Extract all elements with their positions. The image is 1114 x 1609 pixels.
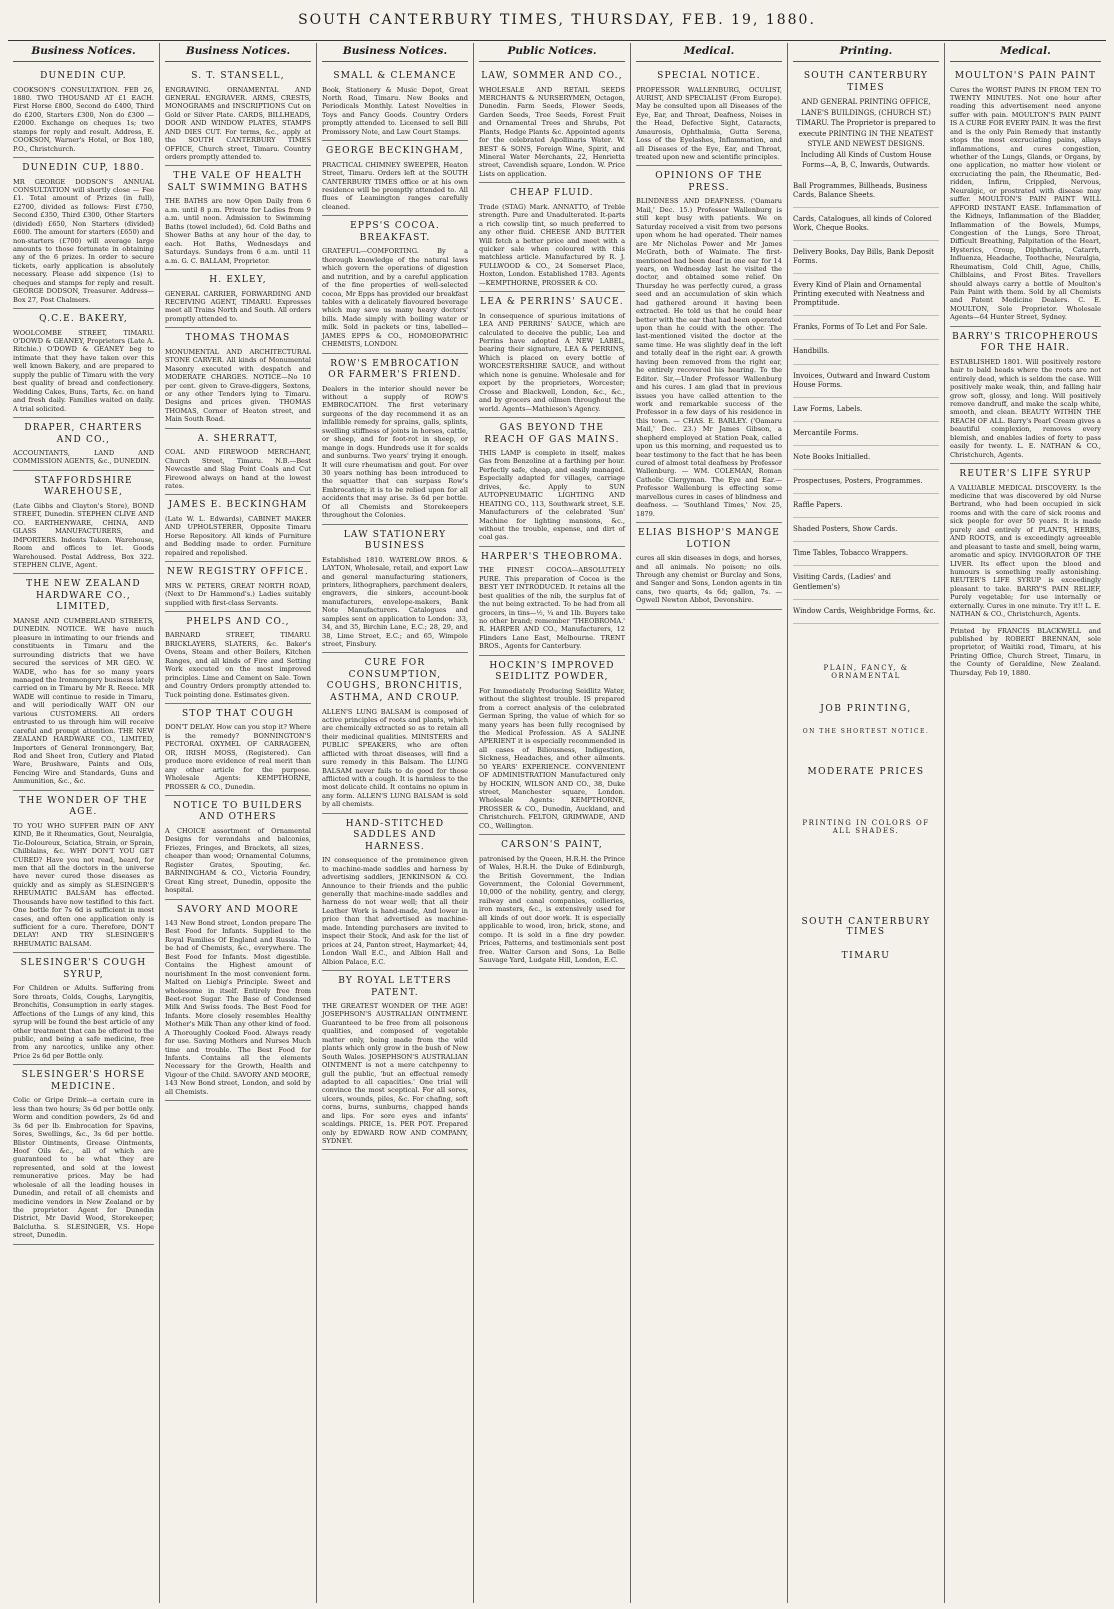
ad-title: CURE FOR CONSUMPTION, COUGHS, BRONCHITIS, ASTHMA, AND CROUP. [326, 658, 464, 703]
ad-title: SPECIAL NOTICE. [657, 71, 761, 81]
printing-item: Prospectuses, Posters, Programmes. [793, 470, 939, 494]
ad-body: In consequence of spurious imitations of LEA AND PERRINS' SAUCE, which are calculated to deceive the public, Lea and Perrins have adopted A NEW LABEL, bearing their signature, LEA & PERRINS, Which is placed on every bottle of WORCESTERSHIRE SAUCE, and without which none is genuine. Wholesale and for export by the proprietors, Worcester; Crosse and Blackwell, London, &c., &c., and by grocers and oilmen throughout the world. Agents—Mathieson's Agency. [479, 311, 625, 413]
ad-title: LAW, SOMMER AND CO., [481, 71, 623, 81]
ad-title: LEA & PERRINS' SAUCE. [480, 297, 624, 308]
ad-body: For Children or Adults. Suffering from Sore throats, Colds, Coughs, Laryngitis, Bronchitis, Consumption in early stages. Affections of the Lungs of any kind, this syrup will be found the best article of any other treatment that can be offered to the public, and being a safe medicine, free from any narcotics, unlike any other. Price 2s 6d per Bottle only. [13, 984, 154, 1060]
ad-body: BLINDNESS AND DEAFNESS. ('Oamaru Mail,' Dec. 15.) Professor Wallenburg is still kept busy with patients. We on Saturday received a visit from two persons upon whom he had operated. Their names are Mr Nicholas Power and Mr James McGrath, both of Waimate. The first-mentioned had been deaf in one ear for 14 years, on Wednesday last he visited the doctor, and obtained some relief. On Thursday he was perfectly cured, a grass seed and an accumulation of skin which had gathered around it having been extracted. He told us that he could hear better with the ear that had been operated upon than he could with the other. The last-mentioned visited the doctor at the same time. He was slightly deaf in the left and totally deaf in the right ear. A growth having been removed from the right ear, he entirely recovered his hearing. To the Editor. Sir,—Under Professor Wallenburg and his cures. I am glad that in previous issues you have called attention to the work and remarkable success of the Professor in a few days of his residence in this town. — CHAS. E. BARLEY. ('Oamaru Mail,' Dec. 23.) Mr James Gibson, a shepherd employed at Station Peak, called upon us this morning, and requested us to bear testimony to the fact that he has been cured of almost total deafness by Professor Wallenburg. — WM. COLEMAN, Roman Catholic Clergyman. The Eye and Ear.—Professor Wallenburg is effecting some marvellous cures in cases of blindness and deafness. — 'Southland Times,' Nov. 25, 1879. [636, 197, 782, 518]
ad-title: DUNEDIN CUP, 1880. [22, 163, 145, 174]
column-header: Business Notices. [165, 43, 311, 62]
printing-item: Invoices, Outward and Inward Custom House Forms. [793, 365, 939, 398]
ad-title: NEW REGISTRY OFFICE. [167, 567, 309, 578]
ad-title: BY ROYAL LETTERS PATENT. [338, 975, 452, 998]
ad-title: SOUTH CANTERBURY TIMES [803, 71, 929, 93]
ad-body: 143 New Bond street, London prepare The Best Food for Infants. Supplied to the Royal Families Of England and Russia. To be had of Chemists, &c., everywhere. The Best Food for Infants. Most digestible. Contains the Highest amount of nourishment In the most convenient form. Malted on Liebig's Principle. Sweet and wholesome in itself. Entirely free from Beet-root Sugar. The Base of Condensed Milk And Swiss foods. The Best Food for Infants. More closely resembles Healthy Mother's Milk Than any other kind of food. A Thoroughly Cooked Food. Always ready for use. Saving Mothers and Nurses Much time and trouble. The Best Food for Infants. Contains all the elements Necessary for the Growth, Health and Vigour of the Child. SAVORY AND MOORE, 143 New Bond street, London, and sold by all Chemists. [165, 919, 311, 1096]
ad [13, 574, 154, 790]
ad [950, 327, 1101, 464]
ad-title: MOULTON'S PAIN PAINT [954, 71, 1097, 81]
ad [322, 971, 468, 1150]
printing-footer-line: MODERATE PRICES [807, 766, 925, 777]
ad [636, 523, 782, 610]
ad [165, 66, 311, 166]
ad-body: DON'T DELAY. How can you stop it? Where is the remedy? BONNINGTON'S PECTORAL OXYMEL OF CARRAGEEN, OR, IRISH MOSS, (Registered). Can produce more evidence of real merit than any other article for the purpose. Wholesale Agents: KEMPTHORNE, PROSSER & CO., Dunedin. [165, 723, 311, 791]
imprint [950, 624, 1101, 682]
column-header: Medical. [950, 43, 1101, 62]
ad-title: THOMAS THOMAS [185, 333, 291, 344]
ad-title: GEORGE BECKINGHAM, [326, 146, 464, 157]
ad [479, 66, 625, 183]
ad-title: PHELPS AND CO., [186, 616, 290, 627]
column-header: Business Notices. [322, 43, 468, 62]
ad-title: LAW STATIONERY BUSINESS [343, 529, 447, 552]
column-medical-1 [631, 43, 788, 1603]
ad [13, 471, 154, 575]
column-header: Business Notices. [13, 43, 154, 62]
ad-body: MONUMENTAL AND ARCHITECTURAL STONE CARVER. All kinds of Monumental Masonry executed with despatch and MODERATE CHARGES. NOTICE—No 10 per cent. given to Grave-diggers, Sextons, or any other Tenders lying to Timaru. Designs and prices given. THOMAS THOMAS, Corner of Heaton street, and Main South Road. [165, 347, 311, 424]
ad [322, 354, 468, 525]
printing-footer-line: TIMARU [841, 950, 891, 961]
ad [479, 292, 625, 418]
ad-body: GENERAL CARRIER, FORWARDING AND RECEIVING AGENT, TIMARU. Expresses meet all Trains North and South. All orders promptly attended to. [165, 289, 311, 323]
ad-body: COAL AND FIREWOOD MERCHANT, Church Street, Timaru. N.B.—Best Newcastle and Slag Point Coals and Cut Firewood always on hand at the lowest rates. [165, 448, 311, 490]
ad-body: (Late Gibbs and Clayton's Store), BOND STREET, Dunedin. STEPHEN CLIVE AND CO. EARTHENWARE, CHINA, AND GLASS MANUFACTURERS, and IMPORTERS. Indents Taken. Warehouse, Room and offices to let. Goods Warehoused. Postal Address, Box 322. STEPHEN CLIVE, Agent. [13, 501, 154, 569]
ad-body: THE BATHS are now Open Daily from 6 a.m. until 8 p.m. Private for Ladies from 9 a.m. until noon. Admission to Swimming Baths (towel included), 6d. Cold Baths and Shower Baths at any hour of the day, to each. Hot Baths, Wednesdays and Saturdays. Sundays from 6 a.m. until 11 a.m. G. C. BALLAM, Proprietor. [165, 197, 311, 265]
ad [13, 309, 154, 418]
ad-title: A. SHERRATT, [197, 433, 279, 444]
ad [165, 270, 311, 328]
printing-item: Handbills. [793, 340, 939, 364]
printing-items-list [793, 175, 939, 624]
ad-title: STAFFORDSHIRE WAREHOUSE, [34, 475, 133, 498]
column-header: Medical. [636, 43, 782, 62]
ad-title: S. T. STANSELL, [191, 71, 285, 81]
ad-body: WOOLCOMBE STREET, TIMARU. O'DOWD & GEANEY, Proprietors (Late A. Ritchie.) O'DOWD & GEANEY beg to intimate that they have taken over this well known Bakery, and are prepared to supply the public of Timaru with the very best quality of bread and confectionery. Wedding Cakes, Buns, Tarts, &c. on hand and fresh daily. Families waited on daily. A trial solicited. [13, 328, 154, 413]
ad-title: NOTICE TO BUILDERS AND OTHERS [173, 800, 303, 823]
ad-title: BARRY'S TRICOPHEROUS FOR THE HAIR. [952, 331, 1099, 354]
ad-body: PRACTICAL CHIMNEY SWEEPER, Heaton Street, Timaru. Orders left at the SOUTH CANTERBURY TIMES office or at his own residence will be promptly attended to. All flues of Leamington ranges carefully cleaned. [322, 160, 468, 211]
column-header: Public Notices. [479, 43, 625, 62]
ad-title: HARPER'S THEOBROMA. [481, 551, 623, 562]
ad [479, 547, 625, 656]
ad-body: MR GEORGE DODSON'S ANNUAL CONSULTATION will shortly close — Fee £1. Total amount of Prizes (in full), £2700, divided as follows: First £750, Second £350, Third £300, Other Starters (divided) £650, Non Starters (divided) £600. The amount for starters (£650) and non-starters (£700) will average large amounts to those fortunate in obtaining any of the 6 prizes. In order to secure tickets, early application is absolutely necessary. Please add sixpence (1s) to cheques and stamps for reply and result. GEORGE DODSON, Treasurer. Address—Box 27, Post Chalmers. [13, 177, 154, 304]
ad [322, 66, 468, 141]
ad-title: ROW'S EMBROCATION OR FARMER'S FRIEND. [328, 358, 462, 381]
ad-body: A VALUABLE MEDICAL DISCOVERY. Is the medicine that was discovered by old Nurse Bertrand, who had been occupied in sick rooms and with the care of sick rooms and sick people for over 50 years. It is made purely and entirely of PLANTS, HERBS, AND ROOTS, and is exceedingly agreeable and pleasant to taste and smell, being warm, aromatic and spicy. INVIGORATOR OF THE LIVER. Its effect upon the blood and humours is something really astonishing. REUTER'S LIFE SYRUP is exceedingly pleasant to take. BARRY'S PAIN RELIEF, Purely vegetable; for use internally or externally. Cures in one minute. Try it!! L. E. NATHAN & CO., Christchurch, Agents. [950, 483, 1101, 619]
ad-body: Book, Stationery & Music Depot, Great North Road, Timaru. New Books and Periodicals Monthly. Latest Novelties in Toys and Fancy Goods. Country Orders promptly attended to. Licensed to sell Bill Promissory Note, and Law Court Stamps. [322, 85, 468, 136]
ad-title: H. EXLEY, [209, 274, 267, 285]
ad [322, 141, 468, 216]
ad [165, 612, 311, 704]
printing-footer-line: PLAIN, FANCY, & ORNAMENTAL [823, 663, 909, 680]
ad [13, 418, 154, 471]
ad [322, 653, 468, 813]
ad-title: HOCKIN'S IMPROVED SEIDLITZ POWDER, [489, 660, 615, 683]
printing-footer-line: SOUTH CANTERBURY TIMES [801, 916, 931, 937]
ad-title: REUTER'S LIFE SYRUP [959, 469, 1092, 480]
column-business-1 [8, 43, 160, 1603]
printing-item: Law Forms, Labels. [793, 398, 939, 422]
printing-item: Raffle Papers. [793, 494, 939, 518]
ad-title: CHEAP FLUID. [510, 188, 594, 199]
ad-title: DUNEDIN CUP. [40, 71, 127, 81]
printing-item: Window Cards, Weighbridge Forms, &c. [793, 600, 939, 624]
ad-body: MANSE AND CUMBERLAND STREETS, DUNEDIN. NOTICE. WE have much pleasure in intimating to our friends and constituents in Timaru and the surrounding districts that we have secured the services of MR GEO. W. WADE, who has for so many years managed the Ironmongery business lately carried on in Timaru by Mr R. Reece. MR WADE will continue to reside in Timaru, and will periodically WAIT ON our various CUSTOMERS. All orders entrusted to us through him will receive careful and prompt attention. THE NEW ZEALAND HARDWARE CO., LIMITED, Importers of General Ironmongery, Bar, Rod and Sheet Iron, Cutlery and Plated Ware, Brushware, Paints and Oils, Fencing Wire and Standards, Guns and Ammunition, &c., &c. [13, 616, 154, 786]
ad [165, 900, 311, 1102]
column-business-2 [160, 43, 317, 1603]
ad-body: THIS LAMP is complete in itself, makes Gas from Benzoline at a farthing per hour. Perfectly safe, cheap, and easily managed. Especially adapted for villages, carriage drives, &c. Apply to SUN AUTOPNEUMATIC LIGHTING AND HEATING CO., 113, Southwark street, S.E. Manufacturers of the celebrated 'Sun' Machine for lighting mansions, &c., without the trouble, expense, and dirt of coal gas. [479, 449, 625, 542]
ad-body: IN consequence of the prominence given to machine-made saddles and harness by advertising saddlers, JENKINSON & CO. Announce to their friends and the public generally that machine-made saddles and harness do not wear well; that all their Leather Work is hand-made, And lower in price than that advertised as machine-made. Intending purchasers are invited to inspect their Stock, And ask for the list of prices at 24, Panton street, Haymarket; 44, London Wall E.C., and Albion Hall and Albion Palace, E.C. [322, 856, 468, 966]
ad [479, 183, 625, 292]
ad [13, 791, 154, 954]
ad-body: THE GREATEST WONDER OF THE AGE! JOSEPHSON'S AUSTRALIAN OINTMENT. Guaranteed to be free from all poisonous qualities, and composed of vegetable matter only, being made from the wild plants which only grow in the bush of New South Wales. JOSEPHSON'S AUSTRALIAN OINTMENT is not a mere catchpenny to gull the public, 'but an effectual remedy adapted to all capacities.' One trial will convince the most sceptical. For all sores, ulcers, wounds, piles, &c. For chafing, soft corns, burns, sunburns, chapped hands and lips. For sore eyes and infants' scaldings. PRICE, 1s. PER POT. Prepared only by EDWARD ROW AND COMPANY, SYDNEY. [322, 1002, 468, 1146]
ad [165, 796, 311, 900]
ad-title: CARSON'S PAINT, [501, 840, 603, 851]
ad-title: EPPS'S COCOA. BREAKFAST. [350, 221, 440, 243]
ad-body: Established 1810. WATERLOW BROS. & LAYTON, Wholesale, retail, and export Law and general manufacturing stationers, printers, lithographers, parchment dealers, engravers, die sinkers, account-book manufacturers, envelope-makers, Bank Note Manufacturers. Catalogues and samples sent on application to London: 33, 34, and 35, Birchin Lane, E.C.; 28, 29, and 38, Lime Street, E.C.; and 65, Wimpole street, Finsbury. [322, 555, 468, 648]
ad [479, 656, 625, 835]
ad-body: ENGRAVING. ORNAMENTAL AND GENERAL ENGRAVER. ARMS, CRESTS, MONOGRAMS and INSCRIPTIONS Cut on Gold or Silver Plate. CARDS, BILLHEADS, DOOR AND WINDOW PLATES, STAMPS AND DIES CUT. For terms, &c., apply at the SOUTH CANTERBURY TIMES OFFICE, Church street, Timaru. Country orders promptly attended to. [165, 85, 311, 162]
ad [165, 166, 311, 270]
ad [13, 1065, 154, 1244]
ad-body: COOKSON'S CONSULTATION. FEB 26, 1880. TWO THOUSAND AT £1 EACH. First Horse £800, Second do £400, Third do £200, Starters £300, Non do £300 — £2000. Exchange on cheques 1s; two stamps for reply and result. Address, E. COOKSON, Warner's Hotel, or Box 180, P.O., Christchurch. [13, 85, 154, 153]
column-business-3 [317, 43, 474, 1603]
ad [13, 66, 154, 158]
ad-body: cures all skin diseases in dogs, and horses, and all animals. No poison; no oils. Through any chemist or Burclay and Sons, and Sanger and Sons, London agents in tin cans, two quarts, 4s 6d; gallon, 7s. —Ogwell Newton Abbot, Devonshire. [636, 554, 782, 605]
ad-body: GRATEFUL—COMFORTING. By a thorough knowledge of the natural laws which govern the operations of digestion and nutrition, and by a careful application of the fine properties of well-selected cocoa, Mr Epps has provided our breakfast tables with a delicately flavoured beverage which may save us many heavy doctors' bills. Made simply with boiling water or milk. Sold in packets or tins, labelled—JAMES EPPS & CO., HOMOEOPATHIC CHEMISTS, LONDON. [322, 247, 468, 349]
ad-body: ALLEN'S LUNG BALSAM is composed of active principles of roots and plants, which are chemically extracted so as to retain all their medicinal qualities. MINISTERS and PUBLIC SPEAKERS, who are often afflicted with throat diseases, will find a sure remedy in this Balsam. The LUNG BALSAM never fails to do good for those afflicted with a cough. It is harmless to the most delicate child. It contains no opium in any form. ALLEN'S LUNG BALSAM is sold by all chemists. [322, 707, 468, 809]
ad-title: ELIAS BISHOP'S MANGE LOTION [637, 528, 781, 550]
ad-title: GAS BEYOND THE REACH OF GAS MAINS. [484, 422, 620, 445]
ad-title: SAVORY AND MOORE [176, 904, 300, 915]
ad-body: BARNARD STREET, TIMARU. BRICKLAYERS, SLATERS, &c. Baker's Ovens, Steam and other Boilers, Kitchen Ranges, and all kinds of Fire and Setting Work executed on the most improved principles. Lime and Cement on Sale. Town and Country Orders promptly attended to. Tuck pointing done. Estimates given. [165, 631, 311, 699]
ad-title: HAND-STITCHED SADDLES AND HARNESS. [345, 818, 445, 852]
ad-body: PROFESSOR WALLENBURG, OCULIST, AURIST, AND SPECIALIST (From Europe). May be consulted upon all Diseases of the Eye, Ear, and Throat, Deafness, Noises in the Head, Defective Sight, Cataracts, Amaurosis, Ophthalmia, Gutta Serena, Loss of the Eyelashes, Inflammation, and all Diseases of the Eye, Ear, and Throat, treated upon new and scientific principles. [636, 85, 782, 162]
ad-body: AND GENERAL PRINTING OFFICE, LANE'S BUILDINGS, (CHURCH ST.) TIMARU. The Proprietor is prepared to execute PRINTING IN THE NEATEST STYLE AND NEWEST DESIGNS. Including All Kinds of Custom House Forms—A, B, C, Inwards, Outwards. [796, 98, 936, 170]
ad [950, 66, 1101, 327]
ad-title: SLESINGER'S HORSE MEDICINE. [21, 1070, 146, 1092]
ad-body: (Late W. L. Edwards), CABINET MAKER AND UPHOLSTERER, Opposite Timaru Horse Repository. All kinds of Furniture and Bedding made to order. Furniture repaired and repolished. [165, 514, 311, 557]
printing-item: Ball Programmes, Billheads, Business Cards, Balance Sheets. [793, 175, 939, 208]
ad-body: MRS W. PETERS, GREAT NORTH ROAD, (Next to Dr Hammond's.) Ladies suitably supplied with first-class Servants. [165, 581, 311, 607]
column-header: Printing. [793, 43, 939, 62]
column-printing [788, 43, 945, 1603]
ad [322, 216, 468, 353]
ad [636, 166, 782, 523]
ad [165, 562, 311, 612]
printing-footer-line: ON THE SHORTEST NOTICE. [802, 727, 930, 735]
ad-body: WHOLESALE AND RETAIL SEEDS MERCHANTS & NURSERYMEN, Octagon, Dunedin. Farm Seeds, Flower Seeds, Garden Seeds, Tree Seeds, Forest Fruit and Ornamental Trees and Shrubs, Pot Plants, Hedge Plants &c. Appointed agents for the celebrated Apollinaris Water. W. BEST & SONS, Foreign Wine, Spirit, and Mineral Water Merchants, 22, Henrietta street, Cavendish square, London. W. Price Lists on application. [479, 85, 625, 178]
masthead: SOUTH CANTERBURY TIMES, THURSDAY, FEB. 19, 1880. [298, 12, 816, 28]
ad [165, 704, 311, 796]
ad [13, 953, 154, 1065]
ad [636, 66, 782, 166]
ad-body: For Immediately Producing Seidlitz Water, without the slightest trouble. IS prepared from a correct analysis of the celebrated German Spring, the value of which for so many years has been fully recognised by the Medical Profession. AS A SALINE APERIENT it is especially recommended in all cases of Biliousness, Indigestion, Sickness, Headaches, and other ailments. 50 YEARS' EXPERIENCE. CONVENIENT OF ADMINISTRATION Manufactured only by HOCKIN, WILSON AND CO., 38, Duke street, Manchester square, London. Wholesale Agents: KEMPTHORNE, PROSSER & CO., Dunedin, Auckland, and Christchurch. FELTON, GRIMWADE, AND CO., Wellington. [479, 686, 625, 830]
ad-body: ACCOUNTANTS, LAND AND COMMISSION AGENTS, &c., DUNEDIN. [13, 449, 154, 466]
ad-title: THE VALE OF HEALTH SALT SWIMMING BATHS [167, 171, 309, 193]
ad-body: THE FINEST COCOA—ABSOLUTELY PURE. This preparation of Cocoa is the BEST YET INTRODUCED. It retains all the best qualities of the nib, the surplus fat of the nut being extracted. To be had from all grocers, in tins—½, ¼ and 1lb. Buyers take no other brand; remember 'THEOBROMA.' R. HARPER AND CO., Manufacturers, 12 Flinders Lane East, Melbourne. TRENT BROS., Agents for Canterbury. [479, 566, 625, 651]
printing-item: Shaded Posters, Show Cards. [793, 518, 939, 542]
ad [322, 814, 468, 971]
ad [165, 328, 311, 428]
printing-footer-line: JOB PRINTING, [820, 703, 912, 714]
ad [479, 418, 625, 547]
column-medical-2 [945, 43, 1106, 1603]
ad-body: TO YOU WHO SUFFER PAIN OF ANY KIND, Be it Rheumatics, Gout, Neuralgia, Tic-Doloureux, Sciatica, Strain, or Sprain, Chilblains, &c. WHY DON'T YOU GET CURED? Have you not read, heard, for men that all the doctors in the universe have never cured those diseases as quickly and as simply as SLESINGER'S RHEUMATIC BALSAM has effected. Thousands have now testified to this fact. One bottle for 7s 6d is sufficient in most cases, and often one application only is sufficient for a cure. Therefore, DON'T DELAY! AND TRY SLESINGER'S RHEUMATIC BALSAM. [13, 821, 154, 948]
printing-item: Delivery Books, Day Bills, Bank Deposit Forms. [793, 241, 939, 274]
ad-body: patronised by the Queen, H.R.H. the Prince of Wales, H.R.H. the Duke of Edinburgh, the British Government, the Indian Government, the Colonial Government, 10,000 of the nobility, gentry, and clergy, railway and canal companies, collieries, iron masters, &c., is extensively used for all kinds of out door work. It is especially applicable to wood, iron, brick, stone, and compo. It is sold in a fine dry powder. Prices, Patterns, and testimonials sent post free. Walter Carson and Sons, La Belle Sauvage Yard, Ludgate Hill, London, E.C. [479, 854, 625, 964]
ad [165, 495, 311, 562]
ad-title: OPINIONS OF THE PRESS. [655, 171, 763, 193]
printing-item: Franks, Forms of To Let and For Sale. [793, 316, 939, 340]
printing-item: Note Books Initialled. [793, 446, 939, 470]
ad-title: STOP THAT COUGH [181, 708, 295, 719]
ad-title: DRAPER, CHARTERS AND CO., [24, 422, 143, 445]
newspaper-page [8, 40, 1106, 1605]
ad-title: THE WONDER OF THE AGE. [19, 795, 148, 818]
printing-item: Every Kind of Plain and Ornamental Printing executed with Neatness and Promptitude. [793, 274, 939, 316]
ad-body: Cures the WORST PAINS IN FROM TEN TO TWENTY MINUTES. Not one hour after reading this advertisement need anyone suffer with pain. MOULTON'S PAIN PAINT IS A CURE FOR EVERY PAIN. It was the first and is the only Pain Remedy that instantly stops the most excruciating pains, allays inflammations, and cures congestion, whether of the Lungs, Glands, or Organs, by one application, no matter how violent or excruciating the pain, the Rheumatic, Bed-ridden, Infirm, Crippled, Nervous, Neuralgic, or prostrated with disease may suffer. MOULTON'S PAIN PAINT WILL AFFORD INSTANT EASE. Inflammation of the Kidneys, Inflammation of the Bladder, Inflammation of the Bowels, Mumps, Congestion of the Lungs, Sore Throat, Difficult Breathing, Palpitation of the Heart, Hysterics, Croup, Diphtheria, Catarrh, Influenza, Headache, Toothache, Neuralgia, Rheumatism, Cold Chill, Ague, Chills, Chilblains, and Frost Bites. Travellers should always carry a bottle of Moulton's Pain Paint with them. Sold by all Chemists and Patent Medicine Dealers. C. E. MOULTON, Sole Proprietor. Wholesale Agents—64 Hunter Street, Sydney. [950, 85, 1101, 322]
ad-title: SMALL & CLEMANCE [333, 71, 457, 81]
ad-body: Colic or Gripe Drink—a certain cure in less than two hours; 3s 6d per bottle only. Worm and condition powders, 2s 6d and 3s 6d per lb. Embrocation for Spavins, Sores, Swellings, &c., 3s 6d per bottle. Blister Ointments, Grease Ointments, Hoof Oils &c., all of which are guaranteed to be what they are represented, and sold at the lowest remunerative prices. May be had wholesale of all the leading houses in Dunedin, and retail of all chemists and medicine vendors in New Zealand or by the proprietor. Agent for Dunedin District, Mr David Wood, Storekeeper, Balclutha. S. SLESINGER, V.S. Hope street, Dunedin. [13, 1096, 154, 1240]
ad-title: THE NEW ZEALAND HARDWARE CO., LIMITED, [26, 579, 141, 613]
printing-item: Mercantile Forms. [793, 422, 939, 446]
ad-body: Dealers in the interior should never be without a supply of ROW'S EMBROCATION. The first veterinary surgeons of the day recommend it as an infallible remedy for sprains, galls, splints, swelling stiffness of joints in horses, cattle, or sheep, and for foot-rot in sheep, or mange in dogs. Hundreds use it for scalds and sunburns. Two years' trying it enough. It will cure rheumatism and gout. For over 30 years nothing has been introduced to the squatter that can surpass Row's Embrocation; it is to be relied upon for all accidents that may arise. 3s 6d per bottle. Of all Chemists and Storekeepers throughout the Colonies. [322, 384, 468, 520]
column-public-notices [474, 43, 631, 1603]
ad-title: SLESINGER'S COUGH SYRUP, [20, 958, 147, 980]
ad-body: ESTABLISHED 1801. Will positively restore hair to bald heads where the roots are not entirely dead, which is seldom the case. Will positively make weak, thin, and falling hair grow soft, glossy, and long. Will positively remove dandruff, and make the scalp white, smooth, and clean. BEAUTY WITHIN THE REACH OF ALL. Barry's Pearl Cream gives a beautiful complexion, removes every blemish, and enables ladies of forty to pass easily for twenty. L. E. NATHAN & CO., Christchurch, Agents. [950, 357, 1101, 459]
ad-title: Q.C.E. BAKERY, [39, 314, 128, 325]
ad-body: A CHOICE assortment of Ornamental Designs for verandahs and balconies, Friezes, Fringes, and Brackets, all sizes, cheaper than wood; Ornamental Columns, Register Grates, Spouting, &c. BARNINGHAM & CO., Victoria Foundry, Great King street, Dunedin, opposite the hospital. [165, 827, 311, 895]
ad [793, 66, 939, 175]
ad-body: Trade (STAG) Mark. ANNATTO, of Treble strength. Pure and Unadulterated. It-parts a rich cowslip tint, so much preferred to any other fluid. CHEESE AND BUTTER Will fetch a better price and meet with a quicker sale when coloured with this matchless article. Manufactured by R. J. FULLWOOD & CO., 24 Somerset Place, Hoxton, London. Established 1783. Agents—KEMPTHORNE, PROSSER & CO. [479, 202, 625, 287]
printing-item: Visiting Cards, (Ladies' and Gentlemen's) [793, 566, 939, 599]
printing-item: Cards, Catalogues, all kinds of Colored Work, Cheque Books. [793, 208, 939, 241]
ad [479, 835, 625, 969]
printing-item: Time Tables, Tobacco Wrappers. [793, 542, 939, 566]
ad [165, 429, 311, 496]
ad [950, 464, 1101, 624]
ad-title: JAMES E. BECKINGHAM [168, 500, 308, 511]
printing-footer-line: PRINTING IN COLORS OF ALL SHADES. [802, 818, 930, 835]
ad [322, 525, 468, 654]
ad [13, 158, 154, 309]
imprint-text: Printed by FRANCIS BLACKWELL and published by ROBERT BRENNAN, sole proprietor, of Waitiki road, Timaru, at his Printing Office, Church Street, Timaru, in the County of Geraldine, New Zealand. Thursday, Feb 19, 1880. [950, 626, 1101, 677]
